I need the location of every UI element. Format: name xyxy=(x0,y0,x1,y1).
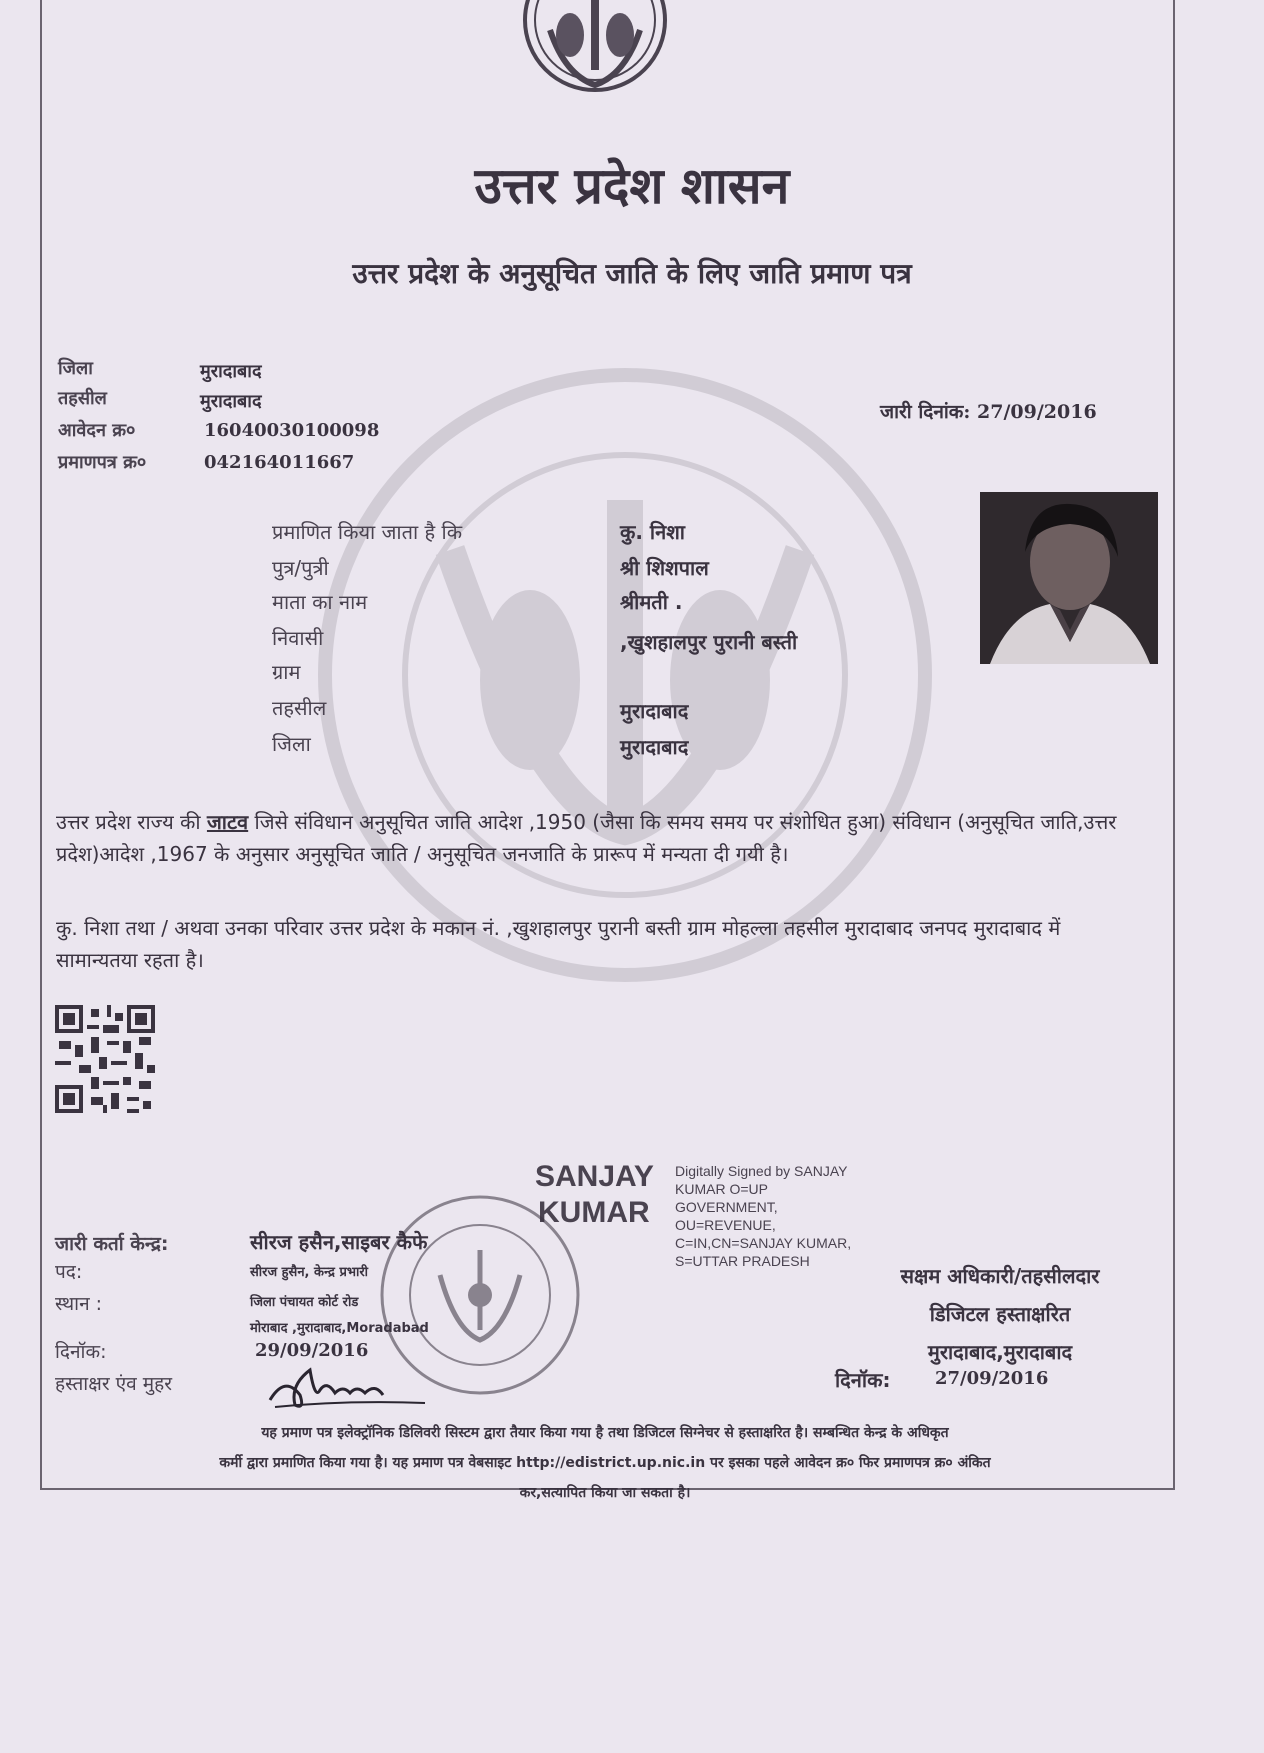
detail-label-certified: प्रमाणित किया जाता है कि xyxy=(272,520,463,544)
caste-text-pre: उत्तर प्रदेश राज्य की xyxy=(56,810,207,834)
residence-paragraph: कु. निशा तथा / अथवा उनका परिवार उत्तर प्रदेश के मकान नं. ,खुशहालपुर पुरानी बस्ती ग्राम मोहल्ला तहसील मुरादाबाद जनपद मुरादाबाद में सामान्यतया रहता है। xyxy=(56,916,1061,972)
meta-label-district: जिला xyxy=(58,358,93,379)
footer-line-2: कर्मी द्वारा प्रमाणित किया गया है। यह प्रमाण पत्र वेबसाइट http://edistrict.up.nic.in पर इसका पहले आवेदन क्र० फिर प्रमाणपत्र क्र० अंकित xyxy=(219,1455,991,1471)
detail-value-district: मुरादाबाद xyxy=(620,735,689,759)
page-title: उत्तर प्रदेश शासन xyxy=(474,157,790,215)
meta-label-application-no: आवेदन क्र० xyxy=(58,420,136,441)
authority-digitally-signed: डिजिटल हस्ताक्षरित xyxy=(929,1302,1071,1326)
caste-name: जाटव xyxy=(206,810,249,834)
caste-paragraph xyxy=(56,806,1146,870)
footer-line-3: कर,सत्यापित किया जा सकता है। xyxy=(519,1485,691,1501)
page-subtitle: उत्तर प्रदेश के अनुसूचित जाति के लिए जाति प्रमाण पत्र xyxy=(352,257,912,290)
issuer-label-date: दिनॉक: xyxy=(55,1341,107,1363)
authority-place: मुरादाबाद,मुरादाबाद xyxy=(927,1340,1073,1364)
detail-value-resident: ,खुशहालपुर पुरानी बस्ती xyxy=(620,630,798,654)
detail-label-district: जिला xyxy=(272,732,311,756)
detail-label-mother: माता का नाम xyxy=(272,590,368,614)
qr-code-icon xyxy=(55,1005,155,1113)
detail-label-village: ग्राम xyxy=(272,660,301,684)
issuer-label-post: पद: xyxy=(55,1261,83,1283)
issuer-label-signature: हस्ताक्षर एंव मुहर xyxy=(55,1373,172,1395)
meta-value-certificate-no: 042164011667 xyxy=(204,452,355,473)
applicant-photo xyxy=(980,492,1158,664)
detail-value-name: कु. निशा xyxy=(620,520,685,544)
issuer-label-center: जारी कर्ता केन्द्र: xyxy=(55,1233,169,1255)
signer-name-line2: KUMAR xyxy=(538,1196,650,1229)
footer-note xyxy=(55,1418,1155,1508)
detail-label-son-daughter: पुत्र/पुत्री xyxy=(272,556,329,580)
issuer-place-line2: मोराबाद ,मुरादाबाद,Moradabad xyxy=(250,1321,429,1336)
meta-value-district: मुरादाबाद xyxy=(200,361,262,382)
detail-label-resident: निवासी xyxy=(272,626,324,650)
meta-label-certificate-no: प्रमाणपत्र क्र० xyxy=(58,452,147,473)
detail-value-mother: श्रीमती . xyxy=(620,590,683,614)
up-emblem-icon xyxy=(520,0,670,110)
authority-date: 27/09/2016 xyxy=(935,1368,1049,1389)
meta-value-tehsil: मुरादाबाद xyxy=(200,391,262,412)
detail-value-tehsil: मुरादाबाद xyxy=(620,699,689,723)
issue-date: जारी दिनांक: 27/09/2016 xyxy=(880,401,1097,423)
issuer-date: 29/09/2016 xyxy=(255,1340,369,1361)
meta-value-application-no: 16040030100098 xyxy=(204,420,380,441)
watermark-seal-icon xyxy=(300,350,950,1000)
footer-line-1: यह प्रमाण पत्र इलेक्ट्रॉनिक डिलिवरी सिस्टम द्वारा तैयार किया गया है तथा डिजिटल सिग्नेचर से हस्ताक्षरित है। सम्बन्धित केन्द्र के अधिकृत xyxy=(261,1425,949,1441)
caste-text-post: जिसे संविधान अनुसूचित जाति आदेश ,1950 (जैसा कि समय समय पर संशोधित हुआ) संविधान (अनुसूचित जाति,उत्तर प्रदेश)आदेश ,1967 के अनुसार अनुसूचित जाति / अनुसूचित जनजाति के प्रारूप में मन्यता दी गयी है। xyxy=(56,810,1117,866)
issuer-post: सीरज हुसैन, केन्द्र प्रभारी xyxy=(250,1265,369,1280)
authority-title: सक्षम अधिकारी/तहसीलदार xyxy=(900,1264,1100,1288)
authority-date-label: दिनॉक: xyxy=(835,1368,891,1392)
issuer-label-place: स्थान : xyxy=(55,1293,103,1315)
digital-signature-details: Digitally Signed by SANJAY KUMAR O=UP GOVERNMENT, OU=REVENUE, C=IN,CN=SANJAY KUMAR, S=UTTAR PRADESH xyxy=(675,1163,852,1269)
detail-label-tehsil: तहसील xyxy=(272,696,327,720)
issuer-place-line1: जिला पंचायत कोर्ट रोड xyxy=(250,1295,359,1310)
handwritten-signature-icon xyxy=(265,1355,445,1415)
person-portrait-icon xyxy=(980,492,1158,664)
signer-name-line1: SANJAY xyxy=(535,1160,654,1193)
issuer-center: सीरज हसैन,साइबर कैफे xyxy=(250,1230,428,1254)
detail-value-father: श्री शिशपाल xyxy=(620,556,709,580)
meta-label-tehsil: तहसील xyxy=(58,388,107,409)
